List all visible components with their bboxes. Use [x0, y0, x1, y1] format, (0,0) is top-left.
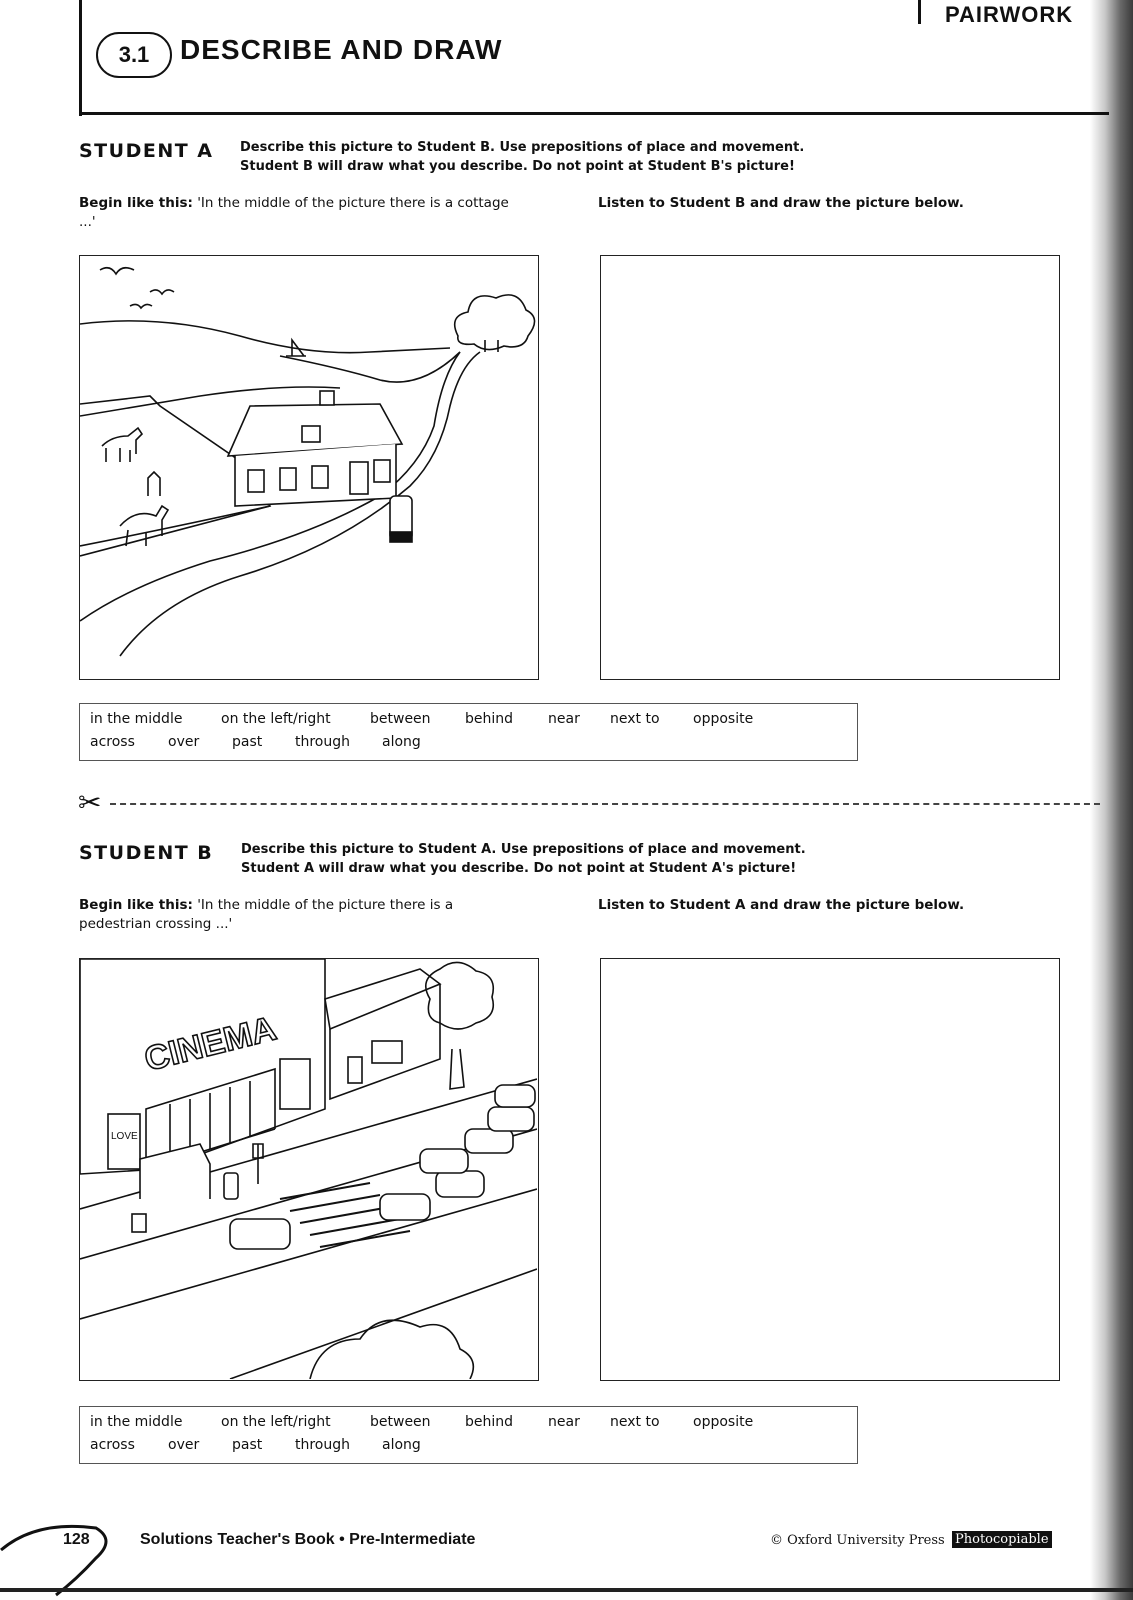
- student-b-picture: [79, 958, 539, 1381]
- preposition: on the left/right: [221, 711, 331, 727]
- student-a-instruction-2: Student B will draw what you describe. Do not point at Student B's picture!: [240, 159, 795, 174]
- student-b-begin: [79, 896, 519, 934]
- bird-2: [150, 290, 174, 294]
- preposition: through: [295, 1437, 351, 1453]
- unit-number: 3.1: [118, 42, 150, 67]
- house-roof: [325, 969, 440, 1029]
- traffic-light: [253, 1144, 263, 1184]
- student-a-instruction-1: Describe this picture to Student B. Use prepositions of place and movement.: [240, 140, 805, 155]
- preposition: over: [168, 734, 200, 750]
- car-6: [488, 1107, 534, 1131]
- student-b-listen: Listen to Student A and draw the picture below.: [598, 897, 965, 913]
- street-tree: [426, 962, 494, 1029]
- rider: [148, 472, 160, 496]
- preposition: near: [548, 711, 580, 727]
- car-5: [465, 1129, 513, 1153]
- car-4: [420, 1149, 468, 1173]
- begin-prefix: Begin like this:: [79, 195, 193, 211]
- begin-text: 'In the middle of the picture there is a pedestrian crossing ...': [79, 897, 454, 932]
- post-box: [224, 1173, 238, 1199]
- header-rule: [79, 112, 1109, 115]
- far-hill: [80, 321, 450, 353]
- car-1: [230, 1219, 290, 1249]
- unit-number-badge: [96, 32, 172, 78]
- student-a-picture: [79, 255, 539, 680]
- footer-swoosh: [0, 1500, 116, 1600]
- preposition: next to: [610, 711, 660, 727]
- tree: [455, 295, 535, 350]
- begin-text: 'In the middle of the picture there is a cottage ...': [79, 195, 509, 230]
- preposition: opposite: [693, 1414, 754, 1430]
- preposition: in the middle: [90, 711, 183, 727]
- preposition: near: [548, 1414, 580, 1430]
- preposition: along: [382, 734, 421, 750]
- preposition: in the middle: [90, 1414, 183, 1430]
- cinema-sign: CINEMA: [140, 1009, 281, 1079]
- bush: [310, 1320, 473, 1379]
- page-title: DESCRIBE AND DRAW: [180, 34, 503, 65]
- student-b-instruction-2: Student A will draw what you describe. Do not point at Student A's picture!: [241, 861, 797, 876]
- preposition: behind: [465, 1414, 514, 1430]
- student-a-prepositions-box: [79, 703, 858, 761]
- tree-trunk: [450, 1049, 464, 1089]
- student-a-begin: [79, 194, 519, 232]
- header-left-rule: [79, 0, 82, 116]
- bird-3: [130, 304, 152, 308]
- student-b-drawing-area[interactable]: [600, 958, 1060, 1381]
- car-7: [495, 1085, 535, 1107]
- horse-in-field: [102, 428, 142, 462]
- car-2: [380, 1194, 430, 1220]
- bird-1: [100, 268, 134, 274]
- cut-line: [110, 803, 1100, 805]
- student-b-prepositions-box: [79, 1406, 858, 1464]
- preposition: next to: [610, 1414, 660, 1430]
- chimney: [320, 391, 334, 405]
- house-window: [372, 1041, 402, 1063]
- countryside-illustration: [80, 256, 537, 678]
- preposition: along: [382, 1437, 421, 1453]
- begin-prefix: Begin like this:: [79, 897, 193, 913]
- preposition: across: [90, 1437, 135, 1453]
- car-3: [436, 1171, 484, 1197]
- student-a-drawing-area[interactable]: [600, 255, 1060, 680]
- post-box-base: [390, 532, 412, 542]
- preposition: behind: [465, 711, 514, 727]
- preposition: through: [295, 734, 351, 750]
- book-title: Solutions Teacher's Book • Pre-Intermediate: [140, 1531, 476, 1548]
- hedge: [80, 506, 270, 546]
- photocopiable-badge: Photocopiable: [952, 1531, 1052, 1548]
- preposition: on the left/right: [221, 1414, 331, 1430]
- street-illustration: [80, 959, 537, 1379]
- page-binding-shadow: [1090, 0, 1133, 1600]
- section-label: PAIRWORK: [945, 2, 1074, 27]
- preposition: over: [168, 1437, 200, 1453]
- copyright: © Oxford University Press: [770, 1533, 945, 1548]
- path-right-edge: [120, 352, 480, 656]
- preposition: past: [232, 1437, 263, 1453]
- bottom-rule: [0, 1588, 1133, 1592]
- student-a-listen: Listen to Student B and draw the picture below.: [598, 195, 964, 211]
- page-number: 128: [63, 1531, 90, 1548]
- preposition: between: [370, 1414, 431, 1430]
- preposition: opposite: [693, 711, 754, 727]
- student-b-instruction-1: Describe this picture to Student A. Use prepositions of place and movement.: [241, 842, 806, 857]
- bin: [132, 1214, 146, 1232]
- section-tick: [918, 0, 921, 24]
- student-a-label: STUDENT A: [79, 140, 214, 162]
- pavement-edge-bottom: [230, 1269, 537, 1379]
- horse-and-rider: [120, 506, 168, 546]
- preposition: between: [370, 711, 431, 727]
- house-door: [348, 1057, 362, 1083]
- love-poster-text: LOVE: [111, 1131, 138, 1142]
- preposition: across: [90, 734, 135, 750]
- sea-line: [280, 352, 460, 382]
- preposition: past: [232, 734, 263, 750]
- scissors-icon: ✂: [78, 786, 102, 819]
- student-b-label: STUDENT B: [79, 842, 214, 864]
